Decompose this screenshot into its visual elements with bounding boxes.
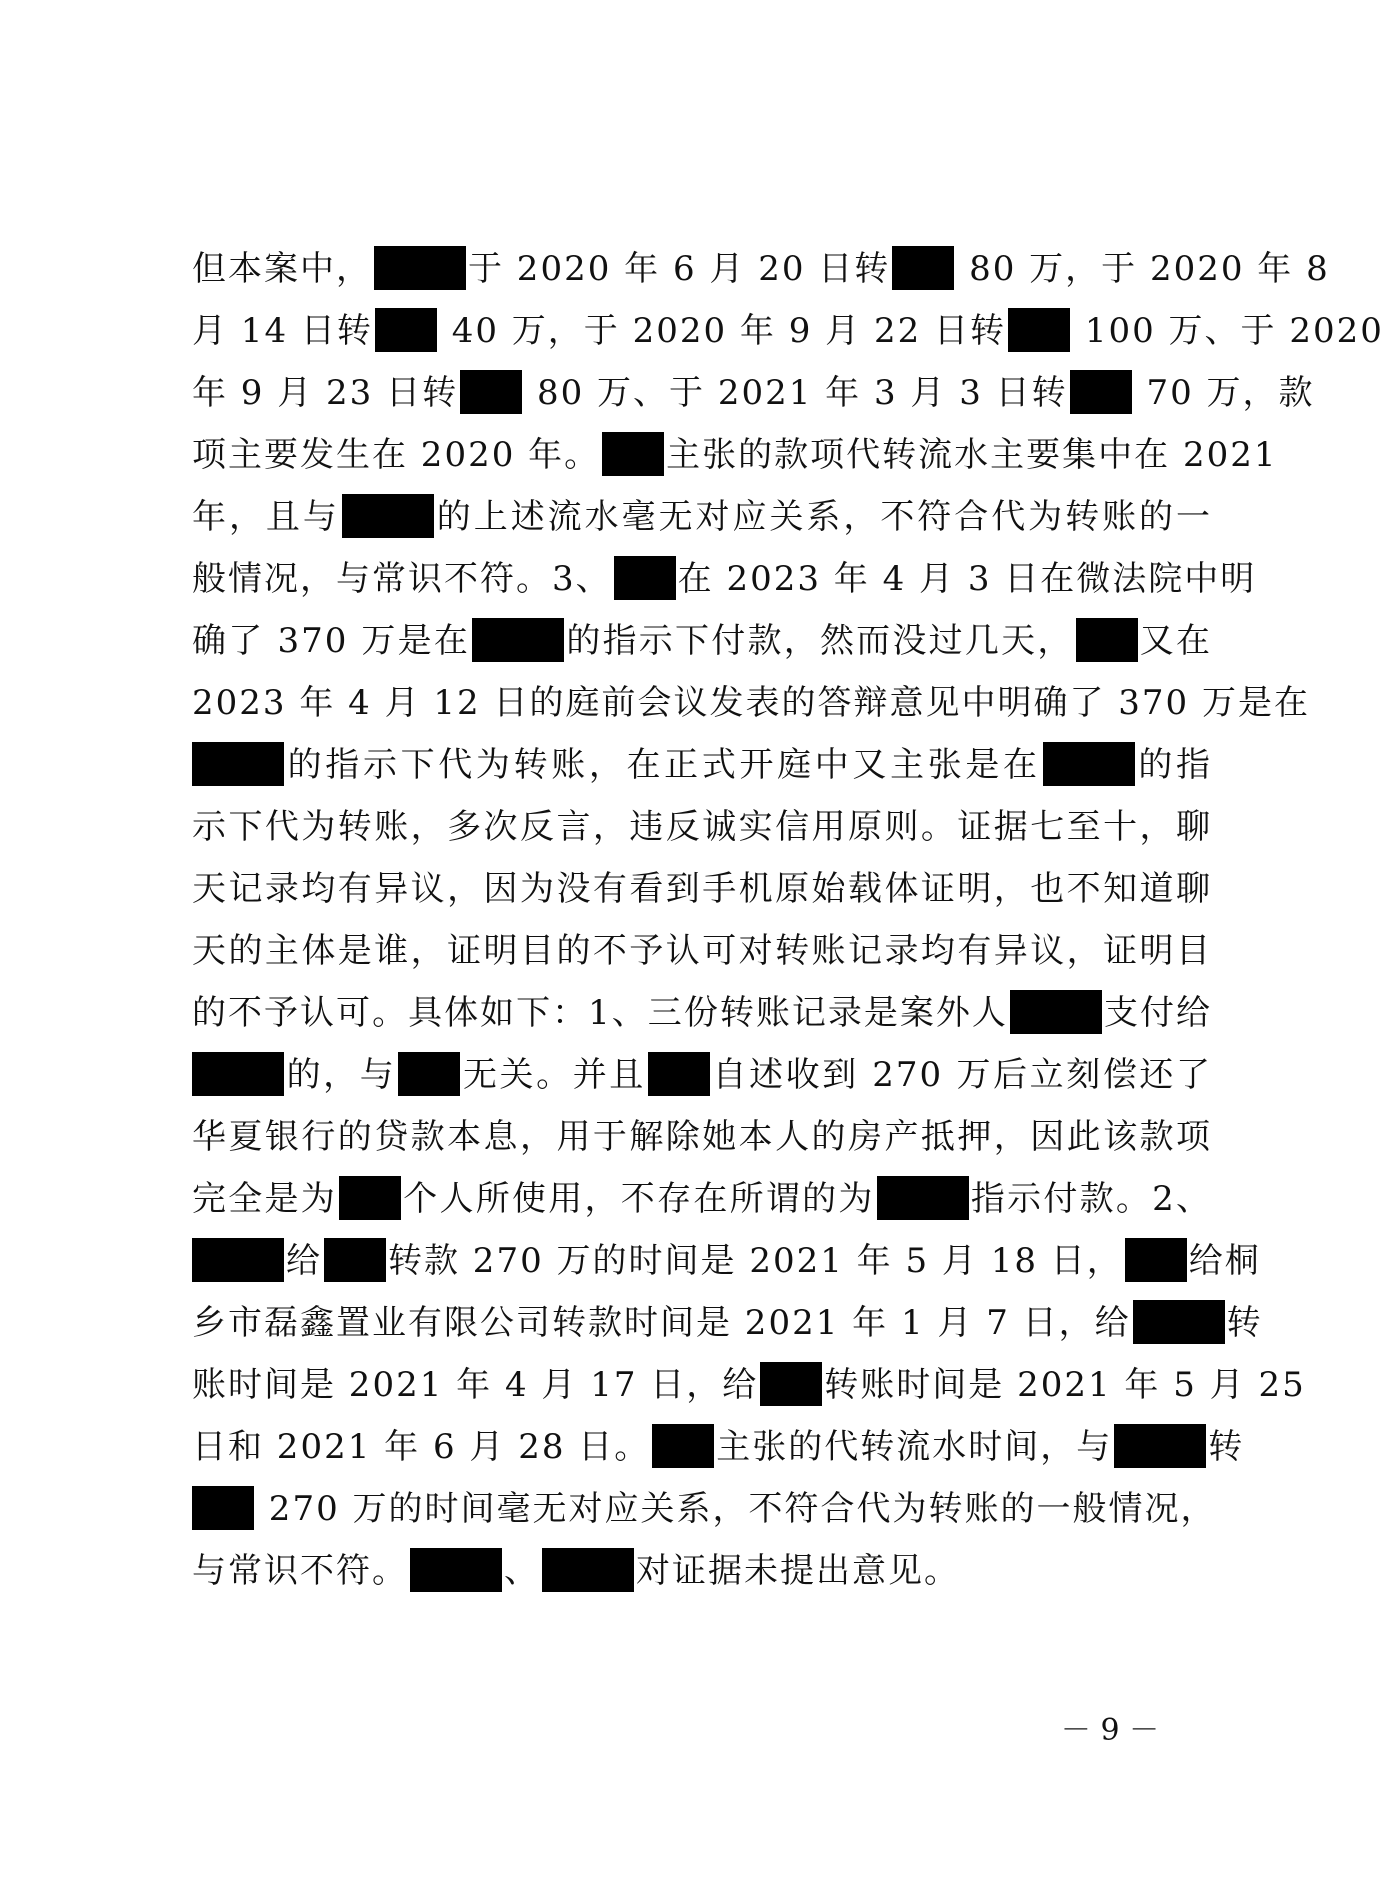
redaction-bar (652, 1424, 714, 1468)
text-line: 的不予认可。具体如下：1、三份转账记录是案外人 支付给 (192, 982, 1212, 1044)
text-line: 给 转款 270 万的时间是 2021 年 5 月 18 日， 给桐 (192, 1230, 1212, 1292)
text-line: 华夏银行的贷款本息，用于解除她本人的房产抵押，因此该款项 (192, 1117, 1212, 1157)
text-line: 示下代为转账，多次反言，违反诚实信用原则。证据七至十，聊 (192, 807, 1212, 847)
text-line: 天的主体是谁，证明目的不予认可对转账记录均有异议，证明目 (192, 931, 1212, 971)
page-number: － 9 － (1060, 1713, 1160, 1748)
redaction-bar (1114, 1424, 1206, 1468)
redaction-bar (892, 246, 954, 290)
redaction-bar (410, 1548, 502, 1592)
redaction-bar (648, 1052, 710, 1096)
text-line: 般情况，与常识不符。3、 在 2023 年 4 月 3 日在微法院中明 (192, 548, 1212, 610)
redaction-bar (1133, 1300, 1225, 1344)
text-line: 与常识不符。 、 对证据未提出意见。 (192, 1540, 1212, 1602)
redaction-bar (1010, 990, 1102, 1034)
text-line: 月 14 日转 40 万，于 2020 年 9 月 22 日转 100 万、于 2020 (192, 300, 1212, 362)
text-line: 完全是为 个人所使用，不存在所谓的为 指示付款。2、 (192, 1168, 1212, 1230)
redaction-bar (192, 1238, 284, 1282)
redaction-bar (542, 1548, 634, 1592)
redaction-bar (1125, 1238, 1187, 1282)
text-line: 项主要发生在 2020 年。 主张的款项代转流水主要集中在 2021 (192, 424, 1212, 486)
redaction-bar (602, 432, 664, 476)
redaction-bar (192, 742, 284, 786)
text-line: 年，且与 的上述流水毫无对应关系，不符合代为转账的一 (192, 486, 1212, 548)
redaction-bar (374, 246, 466, 290)
redaction-bar (375, 308, 437, 352)
redaction-bar (342, 494, 434, 538)
text-line: 的指示下代为转账，在正式开庭中又主张是在 的指 (192, 734, 1212, 796)
redaction-bar (1008, 308, 1070, 352)
text-line: 270 万的时间毫无对应关系，不符合代为转账的一般情况， (192, 1478, 1212, 1540)
redaction-bar (324, 1238, 386, 1282)
redaction-bar (192, 1052, 284, 1096)
body-text (192, 238, 1384, 1602)
text-line: 年 9 月 23 日转 80 万、于 2021 年 3 月 3 日转 70 万，款 (192, 362, 1212, 424)
redaction-bar (460, 370, 522, 414)
text-line: 的，与 无关。并且 自述收到 270 万后立刻偿还了 (192, 1044, 1212, 1106)
text-line: 日和 2021 年 6 月 28 日。 主张的代转流水时间，与 转 (192, 1416, 1212, 1478)
text-line: 但本案中， 于 2020 年 6 月 20 日转 80 万，于 2020 年 8 (192, 238, 1212, 300)
redaction-bar (1076, 618, 1138, 662)
redaction-bar (614, 556, 676, 600)
redaction-bar (877, 1176, 969, 1220)
redaction-bar (339, 1176, 401, 1220)
text-line: 确了 370 万是在 的指示下付款，然而没过几天， 又在 (192, 610, 1212, 672)
redaction-bar (1070, 370, 1132, 414)
redaction-bar (398, 1052, 460, 1096)
redaction-bar (472, 618, 564, 662)
redaction-bar (192, 1486, 254, 1530)
text-line: 账时间是 2021 年 4 月 17 日，给 转账时间是 2021 年 5 月 25 (192, 1354, 1212, 1416)
text-line: 乡市磊鑫置业有限公司转款时间是 2021 年 1 月 7 日，给 转 (192, 1292, 1212, 1354)
text-line: 2023 年 4 月 12 日的庭前会议发表的答辩意见中明确了 370 万是在 (192, 683, 1310, 723)
text-line: 天记录均有异议，因为没有看到手机原始载体证明，也不知道聊 (192, 869, 1212, 909)
redaction-bar (1043, 742, 1135, 786)
redaction-bar (760, 1362, 822, 1406)
